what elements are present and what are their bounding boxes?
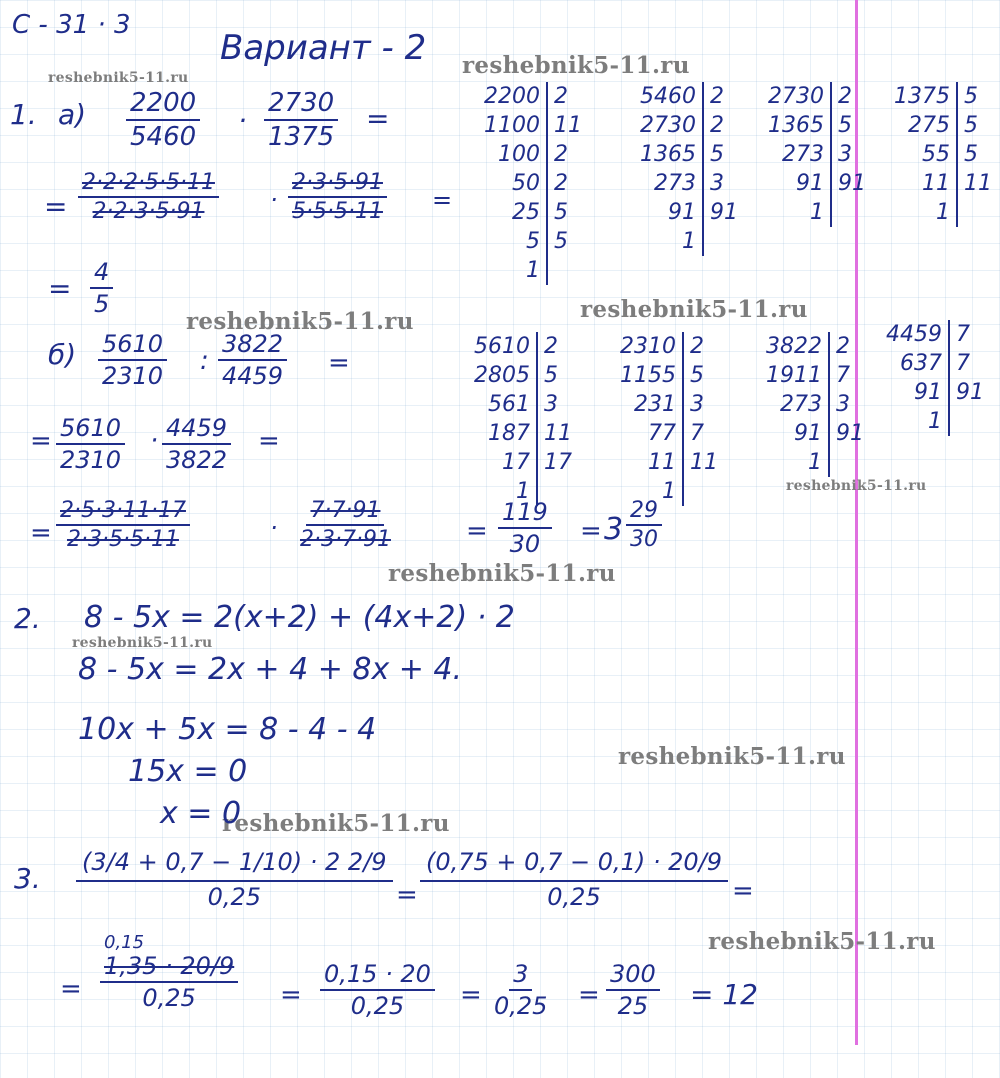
equals-sign: =	[48, 272, 72, 305]
watermark: reshebnik5-11.ru	[388, 560, 616, 587]
task3-step4: $\frac{3}{0,25}$	[494, 960, 548, 1020]
task2-equation-line4: 15x = 0	[128, 754, 248, 789]
task2-number: 2.	[14, 602, 41, 635]
factorization-2200: 2200 2 1100 11 100 2 50 2 25 5 5 5 1	[462, 82, 582, 285]
task2-equation-line1: 8 - 5x = 2(x+2) + (4x+2) · 2	[84, 600, 515, 635]
factorization-5610: 5610 2 2805 5 561 3 187 11 17 17 1	[450, 332, 572, 506]
task1b-label: б)	[48, 338, 77, 371]
equals-sign: =	[44, 190, 68, 223]
fraction-4459-3822: $\frac{4459}{3822}$	[162, 414, 231, 474]
fraction-3822-4459: $\frac{3822}{4459}$	[218, 330, 287, 390]
factored-fraction-1: $\frac{2\cdot 2\cdot 2\cdot 5\cdot 5\cdot 11}{2\cdot 2\cdot 3\cdot 5\cdot 91}$	[78, 170, 219, 224]
task3-step2: $\frac{1,35 \cdot 20/9}{0,25}$	[100, 952, 238, 1012]
equals-sign: =	[366, 102, 390, 135]
factored-fraction-b2: $\frac{7\cdot 7\cdot 91}{2\cdot 3\cdot 7\cdot 91}$	[300, 498, 391, 552]
watermark: reshebnik5-11.ru	[72, 635, 213, 651]
equals-sign: =	[280, 980, 302, 1010]
factorization-1375: 1375 5 275 5 55 5 11 11 1	[884, 82, 992, 227]
equals-sign: =	[460, 980, 482, 1010]
watermark: reshebnik5-11.ru	[618, 743, 846, 770]
fraction-2730-1375: $\frac{2730}{1375}$	[264, 88, 338, 152]
variant-heading: Вариант - 2	[220, 28, 427, 68]
mixed-number-fraction: $\frac{29}{30}$	[626, 498, 662, 552]
equals-sign: =	[396, 880, 418, 910]
task3-result: = 12	[690, 978, 758, 1011]
multiply-sign: ·	[270, 186, 278, 214]
multiply-sign: ·	[270, 514, 278, 542]
multiply-sign: ·	[238, 104, 247, 137]
task1a-label: а)	[58, 98, 87, 131]
task3-step5: $\frac{300}{25}$	[606, 960, 660, 1020]
equals-sign: =	[258, 426, 280, 456]
task3-expression: $\frac{(3/4 + 0,7 - 1/10) \cdot 2 2/9}{0,25}$	[76, 848, 393, 911]
mixed-number-whole: 3	[604, 512, 624, 547]
watermark: reshebnik5-11.ru	[186, 308, 414, 335]
factorization-2730: 2730 2 1365 5 273 3 91 91 1	[760, 82, 866, 227]
watermark: reshebnik5-11.ru	[222, 810, 450, 837]
factorization-3822: 3822 2 1911 7 273 3 91 91 1	[744, 332, 864, 477]
factorization-2310: 2310 2 1155 5 231 3 77 7 11 11 1	[600, 332, 718, 506]
task3-number: 3.	[14, 862, 41, 895]
equals-sign: =	[732, 876, 754, 906]
fraction-119-30: $\frac{119}{30}$	[498, 498, 552, 558]
watermark: reshebnik5-11.ru	[462, 52, 690, 79]
watermark: reshebnik5-11.ru	[48, 70, 189, 86]
task2-equation-line3: 10x + 5x = 8 - 4 - 4	[78, 712, 377, 747]
equals-sign: =	[328, 348, 350, 378]
answer-fraction-4-5: $\frac{4}{5}$	[90, 258, 113, 318]
task3-cancel-note: 0,15	[104, 932, 145, 953]
equals-sign: =	[432, 186, 453, 214]
fraction-5610-2310: $\frac{5610}{2310}$	[56, 414, 125, 474]
multiply-sign: ·	[150, 426, 159, 456]
division-sign: :	[200, 346, 209, 376]
watermark: reshebnik5-11.ru	[708, 928, 936, 955]
task2-equation-line5: x = 0	[160, 796, 242, 831]
factored-fraction-2: $\frac{2\cdot 3\cdot 5\cdot 91}{5\cdot 5\cdot 5\cdot 11}$	[288, 170, 387, 224]
task2-equation-line2: 8 - 5x = 2x + 4 + 8x + 4.	[78, 652, 463, 687]
fraction-2200-5460: $\frac{2200}{5460}$	[126, 88, 200, 152]
equals-sign: =	[466, 516, 488, 546]
task3-step1: $\frac{(0,75 + 0,7 - 0,1) \cdot 20/9}{0,25}$	[420, 848, 728, 911]
equals-sign: =	[578, 980, 600, 1010]
task1-number: 1.	[10, 98, 37, 131]
equals-sign: =	[30, 426, 52, 456]
task-code-label: С - 31 · 3	[12, 10, 131, 40]
equals-sign: =	[30, 518, 52, 548]
fraction-5610-2310: $\frac{5610}{2310}$	[98, 330, 167, 390]
equals-sign: =	[580, 516, 602, 546]
task3-step3: $\frac{0,15 \cdot 20}{0,25}$	[320, 960, 435, 1020]
factorization-4459: 4459 7 637 7 91 91 1	[876, 320, 984, 436]
equals-sign: =	[60, 974, 82, 1004]
factorization-5460: 5460 2 2730 2 1365 5 273 3 91 91 1	[618, 82, 738, 256]
factored-fraction-b1: $\frac{2\cdot 5\cdot 3\cdot 11\cdot 17}{2\cdot 3\cdot 5\cdot 5\cdot 11}$	[56, 498, 190, 552]
watermark: reshebnik5-11.ru	[786, 478, 927, 494]
watermark: reshebnik5-11.ru	[580, 296, 808, 323]
